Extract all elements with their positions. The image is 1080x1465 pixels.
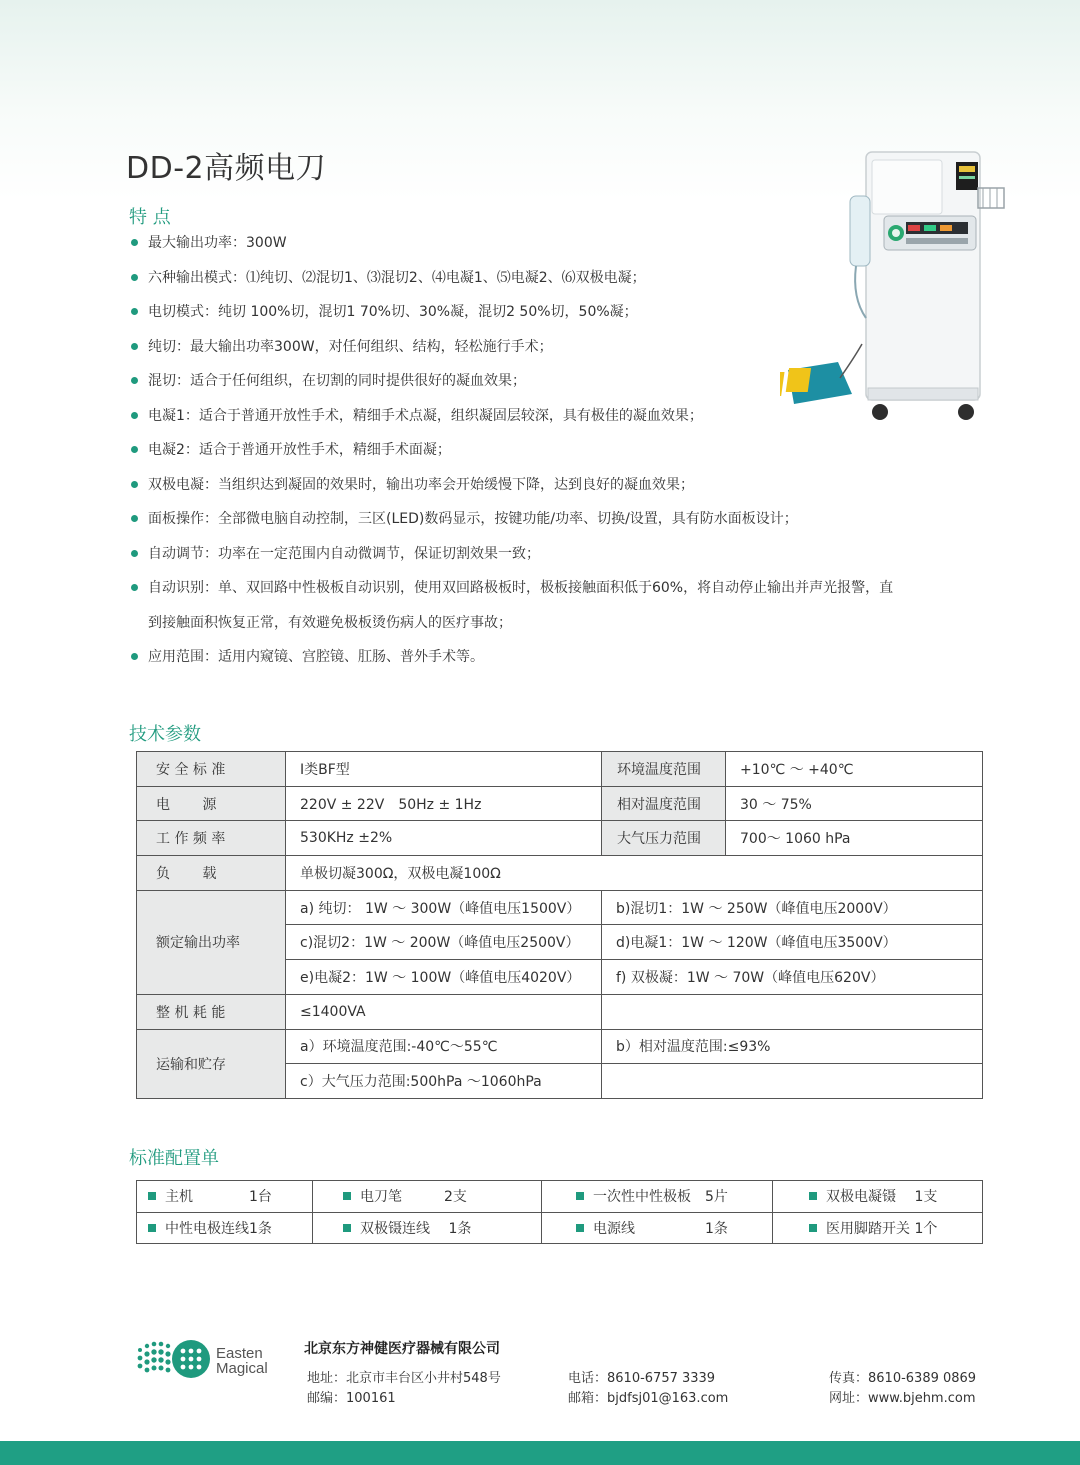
feature-item: 应用范围：适用内窥镜、宫腔镜、肛肠、普外手术等。 [130,640,950,675]
spec-value: +10℃ ～ +40℃ [726,752,983,787]
feature-item: 混切：适合于任何组织，在切割的同时提供很好的凝血效果； [130,364,950,399]
bullet-icon [131,274,138,281]
features-list [130,226,950,675]
square-bullet-icon [343,1192,351,1200]
square-bullet-icon [148,1224,156,1232]
feature-continuation: 到接触面积恢复正常，有效避免极板烫伤病人的医疗事故； [148,614,512,631]
spec-value: d)电凝1：1W ～ 120W（峰值电压3500V） [602,925,983,960]
company-logo [136,1338,286,1382]
bullet-icon [131,515,138,522]
spec-label: 负 载 [137,856,286,891]
spec-value: 530KHz ±2% [286,821,602,856]
bullet-icon [131,412,138,419]
spec-value: a) 纯切： 1W ～ 300W（峰值电压1500V） [286,890,602,925]
footer-phone: 电话：8610-6757 3339 [568,1371,716,1386]
config-item: 主机 1台 [137,1181,313,1213]
spec-value: Ⅰ类BF型 [286,752,602,787]
footer-postcode: 邮编：100161 [307,1391,396,1406]
square-bullet-icon [809,1224,817,1232]
bullet-icon [131,446,138,453]
config-item: 双极镊连线 1条 [313,1212,542,1244]
bullet-icon [131,550,138,557]
footer-email: 邮箱：bjdfsj01@163.com [568,1391,729,1406]
feature-item: 面板操作：全部微电脑自动控制，三区(LED)数码显示，按键功能/功率、切换/设置，具有防水面板设计； [130,502,950,537]
spec-label: 电 源 [137,786,286,821]
feature-item: 自动识别：单、双回路中性极板自动识别，使用双回路极板时，极板接触面积低于60%，将自动停止输出并声光报警，直 [130,571,950,606]
spec-value: c)混切2：1W ～ 200W（峰值电压2500V） [286,925,602,960]
feature-item: 最大输出功率：300W [130,226,950,261]
bullet-icon [131,308,138,315]
spec-value: 30 ～ 75% [726,786,983,821]
spec-label: 运输和贮存 [137,1029,286,1098]
spec-value: ≤1400VA [286,994,602,1029]
spec-heading: 技术参数 [129,724,201,745]
spec-label: 相对温度范围 [602,786,726,821]
spec-label: 大气压力范围 [602,821,726,856]
spec-table [136,751,983,1099]
spec-value: a）环境温度范围:-40℃～55℃ [286,1029,602,1064]
config-table [136,1180,983,1244]
footer-fax: 传真：8610-6389 0869 [829,1371,977,1386]
bullet-icon [131,377,138,384]
config-item: 医用脚踏开关 1个 [773,1212,983,1244]
square-bullet-icon [343,1224,351,1232]
spec-value: f) 双极凝：1W ～ 70W（峰值电压620V） [602,960,983,995]
spec-value: 220V ± 22V 50Hz ± 1Hz [286,786,602,821]
config-item: 中性电极连线1条 [137,1212,313,1244]
logo-text: Easten [216,1345,263,1362]
spec-label: 额定输出功率 [137,890,286,994]
feature-item: 双极电凝：当组织达到凝固的效果时，输出功率会开始缓慢下降，达到良好的凝血效果； [130,468,950,503]
footer-website: 网址：www.bjehm.com [829,1391,976,1406]
bullet-icon [131,653,138,660]
config-item: 电源线 1条 [542,1212,773,1244]
bottom-bar [0,1441,1080,1465]
config-item: 双极电凝镊 1支 [773,1181,983,1213]
spec-value: c）大气压力范围:500hPa ～1060hPa [286,1064,602,1099]
features-heading: 特 点 [129,207,171,228]
feature-item: 纯切：最大输出功率300W，对任何组织、结构，轻松施行手术； [130,330,950,365]
config-item: 一次性中性极板 5片 [542,1181,773,1213]
feature-item: 自动调节：功率在一定范围内自动微调节，保证切割效果一致； [130,537,950,572]
feature-item: 六种输出模式：⑴纯切、⑵混切1、⑶混切2、⑷电凝1、⑸电凝2、⑹双极电凝； [130,261,950,296]
spec-label: 整 机 耗 能 [137,994,286,1029]
footer-address: 地址：北京市丰台区小井村548号 [307,1371,501,1386]
feature-item: 电凝2：适合于普通开放性手术，精细手术面凝； [130,433,950,468]
spec-value: 单极切凝300Ω，双极电凝100Ω [286,856,983,891]
spec-label: 安 全 标 准 [137,752,286,787]
square-bullet-icon [576,1224,584,1232]
config-heading: 标准配置单 [129,1148,219,1169]
logo-text: Magical [216,1360,268,1377]
config-item: 电刀笔 2支 [313,1181,542,1213]
bullet-icon [131,584,138,591]
spec-value: 700～ 1060 hPa [726,821,983,856]
spec-value: b）相对温度范围:≤93% [602,1029,983,1064]
spec-label: 工 作 频 率 [137,821,286,856]
spec-value: b)混切1：1W ～ 250W（峰值电压2000V） [602,890,983,925]
bullet-icon [131,343,138,350]
bullet-icon [131,239,138,246]
page-title: DD-2高频电刀 [126,151,327,186]
spec-label: 环境温度范围 [602,752,726,787]
spec-value: e)电凝2：1W ～ 100W（峰值电压4020V） [286,960,602,995]
square-bullet-icon [809,1192,817,1200]
square-bullet-icon [576,1192,584,1200]
spec-empty-cell [602,994,983,1029]
square-bullet-icon [148,1192,156,1200]
feature-item: 电凝1：适合于普通开放性手术，精细手术点凝，组织凝固层较深，具有极佳的凝血效果； [130,399,950,434]
bullet-icon [131,481,138,488]
company-name: 北京东方神健医疗器械有限公司 [304,1341,500,1357]
feature-item: 电切模式：纯切 100%切，混切1 70%切、30%凝，混切2 50%切，50%凝； [130,295,950,330]
spec-empty-cell [602,1064,983,1099]
